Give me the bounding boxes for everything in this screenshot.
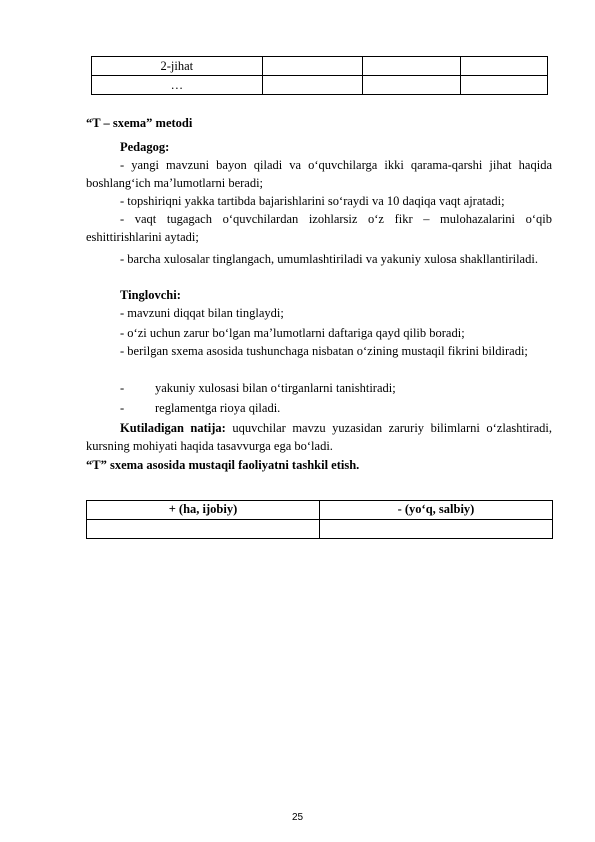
table-cell: … xyxy=(92,76,263,95)
expected-result-label: Kutiladigan natija: xyxy=(120,421,226,435)
table-row xyxy=(87,520,553,539)
column-header-plus: + (ha, ijobiy) xyxy=(87,501,320,520)
table-header-row xyxy=(87,501,553,520)
pedagog-item: - yangi mavzuni bayon qiladi va o‘quvchilarga ikki qarama-qarshi jihat haqida boshlang‘ich ma’lumotlarni beradi; xyxy=(86,158,552,190)
table-cell: 2-jihat xyxy=(92,57,263,76)
table-cell xyxy=(461,57,548,76)
expected-result-text: uquvchilar mavzu yuzasidan zaruriy bilimlarni o‘zlashtiradi, kursning mohiyati haqida tasavvurga ega bo‘ladi. xyxy=(86,421,552,453)
table-row xyxy=(92,76,548,95)
dash-marker: - xyxy=(120,381,125,395)
column-header-minus: - (yo‘q, salbiy) xyxy=(319,501,552,520)
tinglovchi-item: - berilgan sxema asosida tushunchaga nisbatan o‘zining mustaqil fikrini bildiradi; xyxy=(120,344,528,358)
expected-result xyxy=(86,420,552,455)
pedagog-item: - topshiriqni yakka tartibda bajarishlarini so‘raydi va 10 daqiqa vaqt ajratadi; xyxy=(120,194,505,208)
tinglovchi-heading: Tinglovchi: xyxy=(120,288,181,302)
pedagog-item: - barcha xulosalar tinglangach, umumlashtiriladi va yakuniy xulosa shakllantiriladi. xyxy=(120,252,538,266)
table-cell xyxy=(262,76,363,95)
page-number: 25 xyxy=(291,812,304,823)
tinglovchi-item: - mavzuni diqqat bilan tinglaydi; xyxy=(120,306,284,320)
table-cell xyxy=(363,76,461,95)
table-cell xyxy=(87,520,320,539)
table-cell xyxy=(461,76,548,95)
tinglovchi-item: yakuniy xulosasi bilan o‘tirganlarni tanishtiradi; xyxy=(155,381,396,395)
top-table xyxy=(91,56,548,95)
table-row xyxy=(92,57,548,76)
pedagog-item: - vaqt tugagach o‘quvchilardan izohlarsiz o‘z fikr – mulohazalarini o‘qib eshittirishlarini aytadi; xyxy=(86,212,552,244)
tinglovchi-item: reglamentga rioya qiladi. xyxy=(155,401,281,415)
table-cell xyxy=(262,57,363,76)
t-scheme-table xyxy=(86,500,553,539)
task-heading: “T” sxema asosida mustaqil faoliyatni tashkil etish. xyxy=(86,458,360,472)
dash-marker: - xyxy=(120,401,125,415)
table-cell xyxy=(363,57,461,76)
table-cell xyxy=(319,520,552,539)
pedagog-heading: Pedagog: xyxy=(120,140,170,154)
section-title: “T – sxema” metodi xyxy=(86,116,193,130)
tinglovchi-item: - o‘zi uchun zarur bo‘lgan ma’lumotlarni daftariga qayd qilib boradi; xyxy=(120,326,465,340)
